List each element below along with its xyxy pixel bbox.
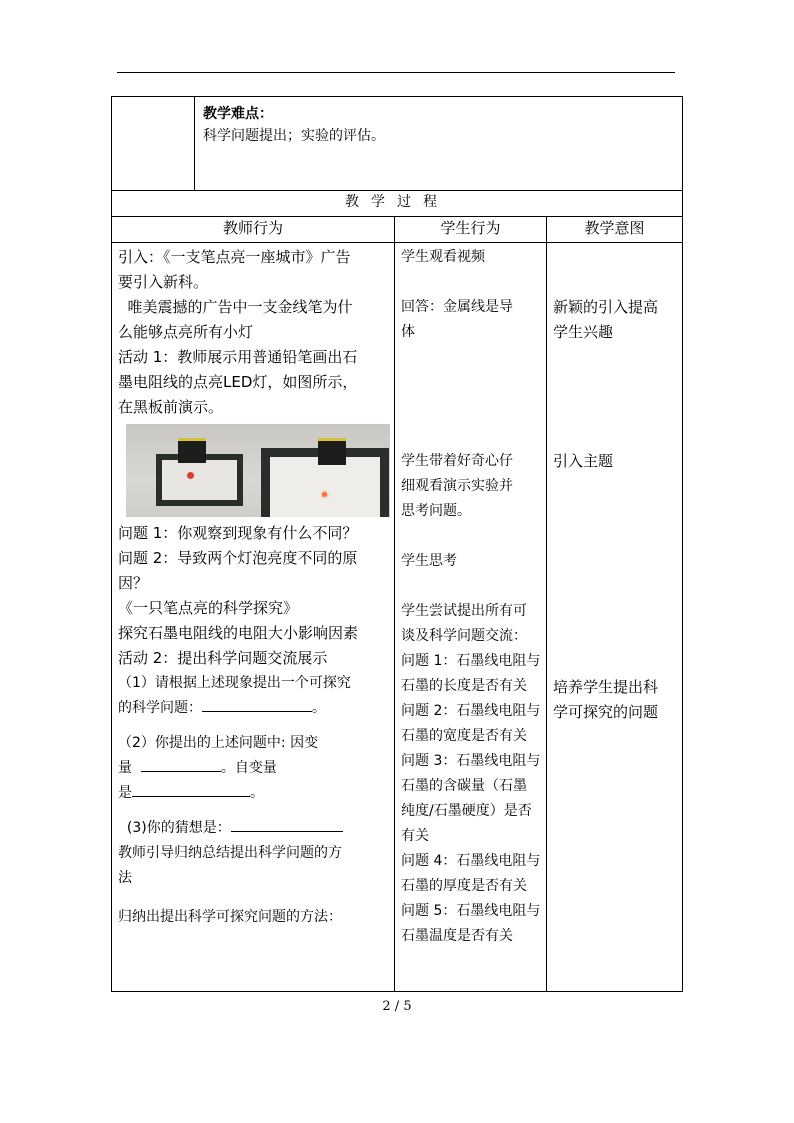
intent-line: 学可探究的问题	[553, 703, 659, 721]
student-line: 问题 2：石墨线电阻与	[401, 703, 541, 719]
process-body-row	[112, 243, 683, 992]
text-span: 。自变量	[220, 760, 277, 776]
intent-line: 引入主题	[553, 452, 614, 470]
student-line: 学生思考	[401, 553, 457, 569]
student-block	[401, 449, 542, 524]
text-span: 量	[118, 760, 132, 776]
student-line: 问题 4：石墨线电阻与	[401, 853, 541, 869]
student-block	[401, 599, 542, 949]
battery-left	[178, 438, 206, 463]
difficulty-cell	[195, 97, 683, 191]
teacher-line	[118, 816, 388, 841]
answer-blank	[231, 817, 343, 832]
header-rule	[117, 72, 675, 73]
teacher-line: （2）你提出的上述问题中: 因变	[118, 735, 319, 751]
teacher-question: 因？	[118, 574, 149, 592]
intent-cell	[547, 243, 683, 992]
teacher-question: 问题 1：你观察到现象有什么不同？	[118, 524, 358, 542]
led-demo-photo	[126, 424, 390, 517]
student-line: 石墨的厚度是否有关	[401, 878, 527, 894]
teacher-line: 探究石墨电阻线的电阻大小影响因素	[118, 624, 359, 642]
answer-blank	[141, 757, 221, 772]
teacher-line: 《一只笔点亮的科学探究》	[118, 599, 299, 617]
difficulty-title: 教学难点：	[203, 106, 273, 122]
teacher-line: 引入：《一支笔点亮一座城市》广告	[118, 248, 351, 266]
student-line: 石墨的长度是否有关	[401, 678, 527, 694]
teacher-line: 唯美震撼的广告中一支金线笔为什	[118, 298, 353, 316]
intent-line: 学生兴趣	[553, 323, 614, 341]
intent-line: 新颖的引入提高	[553, 298, 659, 316]
difficulty-label-cell	[112, 97, 195, 191]
student-line: 思考问题。	[401, 503, 471, 519]
teacher-line	[118, 696, 388, 721]
teacher-cell	[112, 243, 395, 992]
student-line: 体	[401, 324, 415, 340]
student-line: 学生带着好奇心仔	[401, 453, 513, 469]
student-line: 石墨的宽度是否有关	[401, 728, 527, 744]
led-right	[322, 492, 327, 497]
teacher-line: 法	[118, 870, 132, 886]
teacher-question: 问题 2：导致两个灯泡亮度不同的原	[118, 549, 358, 567]
teacher-line: 活动 2：提出科学问题交流展示	[118, 649, 328, 667]
student-line: 谈及科学问题交流：	[401, 628, 527, 644]
student-line: 石墨的含碳量（石墨	[401, 778, 527, 794]
intent-block	[553, 449, 678, 474]
student-cell	[395, 243, 547, 992]
student-line: 纯度/石墨硬度）是否	[401, 803, 532, 819]
text-span: (3)你的猜想是：	[118, 820, 231, 836]
student-line: 回答：金属线是导	[401, 299, 513, 315]
text-span: 的科学问题：	[118, 700, 202, 716]
led-left	[187, 472, 194, 479]
student-block	[401, 245, 542, 270]
student-line: 学生尝试提出所有可	[401, 603, 527, 619]
student-line: 问题 5：石墨线电阻与	[401, 903, 541, 919]
teacher-line: （1）请根据上述现象提出一个可探究	[118, 675, 351, 691]
teacher-line: 活动 1：教师展示用普通铅笔画出石	[118, 348, 358, 366]
teacher-line: 么能够点亮所有小灯	[118, 323, 254, 341]
teacher-line	[118, 756, 388, 781]
text-span: 是	[118, 785, 132, 801]
battery-right	[318, 438, 346, 465]
student-line: 有关	[401, 828, 429, 844]
student-block	[401, 549, 542, 574]
student-block	[401, 295, 542, 345]
text-span: 。	[312, 700, 326, 716]
answer-blank	[132, 782, 250, 797]
teacher-line: 墨电阻线的点亮LED灯，如图所示，	[118, 373, 358, 391]
teacher-line: 在黑板前演示。	[118, 398, 224, 416]
student-line: 问题 1：石墨线电阻与	[401, 653, 541, 669]
text-span: 。	[250, 785, 264, 801]
difficulty-text: 科学问题提出；实验的评估。	[203, 128, 385, 144]
teacher-line: 教师引导归纳总结提出科学问题的方	[118, 845, 342, 861]
lesson-table	[111, 96, 683, 992]
intent-block	[553, 675, 678, 725]
intent-line: 培养学生提出科	[553, 678, 659, 696]
teacher-line	[118, 781, 388, 806]
student-line: 学生观看视频	[401, 249, 485, 265]
page-number: 2 / 5	[382, 999, 412, 1014]
student-line: 细观看演示实验并	[401, 478, 513, 494]
difficulty-row	[112, 97, 683, 191]
student-line: 问题 3：石墨线电阻与	[401, 753, 541, 769]
column-header-intent: 教学意图	[547, 217, 683, 243]
column-header-student: 学生行为	[395, 217, 547, 243]
column-header-row	[112, 217, 683, 243]
teacher-line: 归纳出提出科学可探究问题的方法：	[118, 909, 342, 925]
student-line: 石墨温度是否有关	[401, 928, 513, 944]
process-title-row	[112, 191, 683, 217]
answer-blank	[202, 697, 312, 712]
process-title: 教学过程	[112, 191, 683, 217]
column-header-teacher: 教师行为	[112, 217, 395, 243]
intent-block	[553, 295, 678, 345]
teacher-line: 要引入新科。	[118, 273, 209, 291]
